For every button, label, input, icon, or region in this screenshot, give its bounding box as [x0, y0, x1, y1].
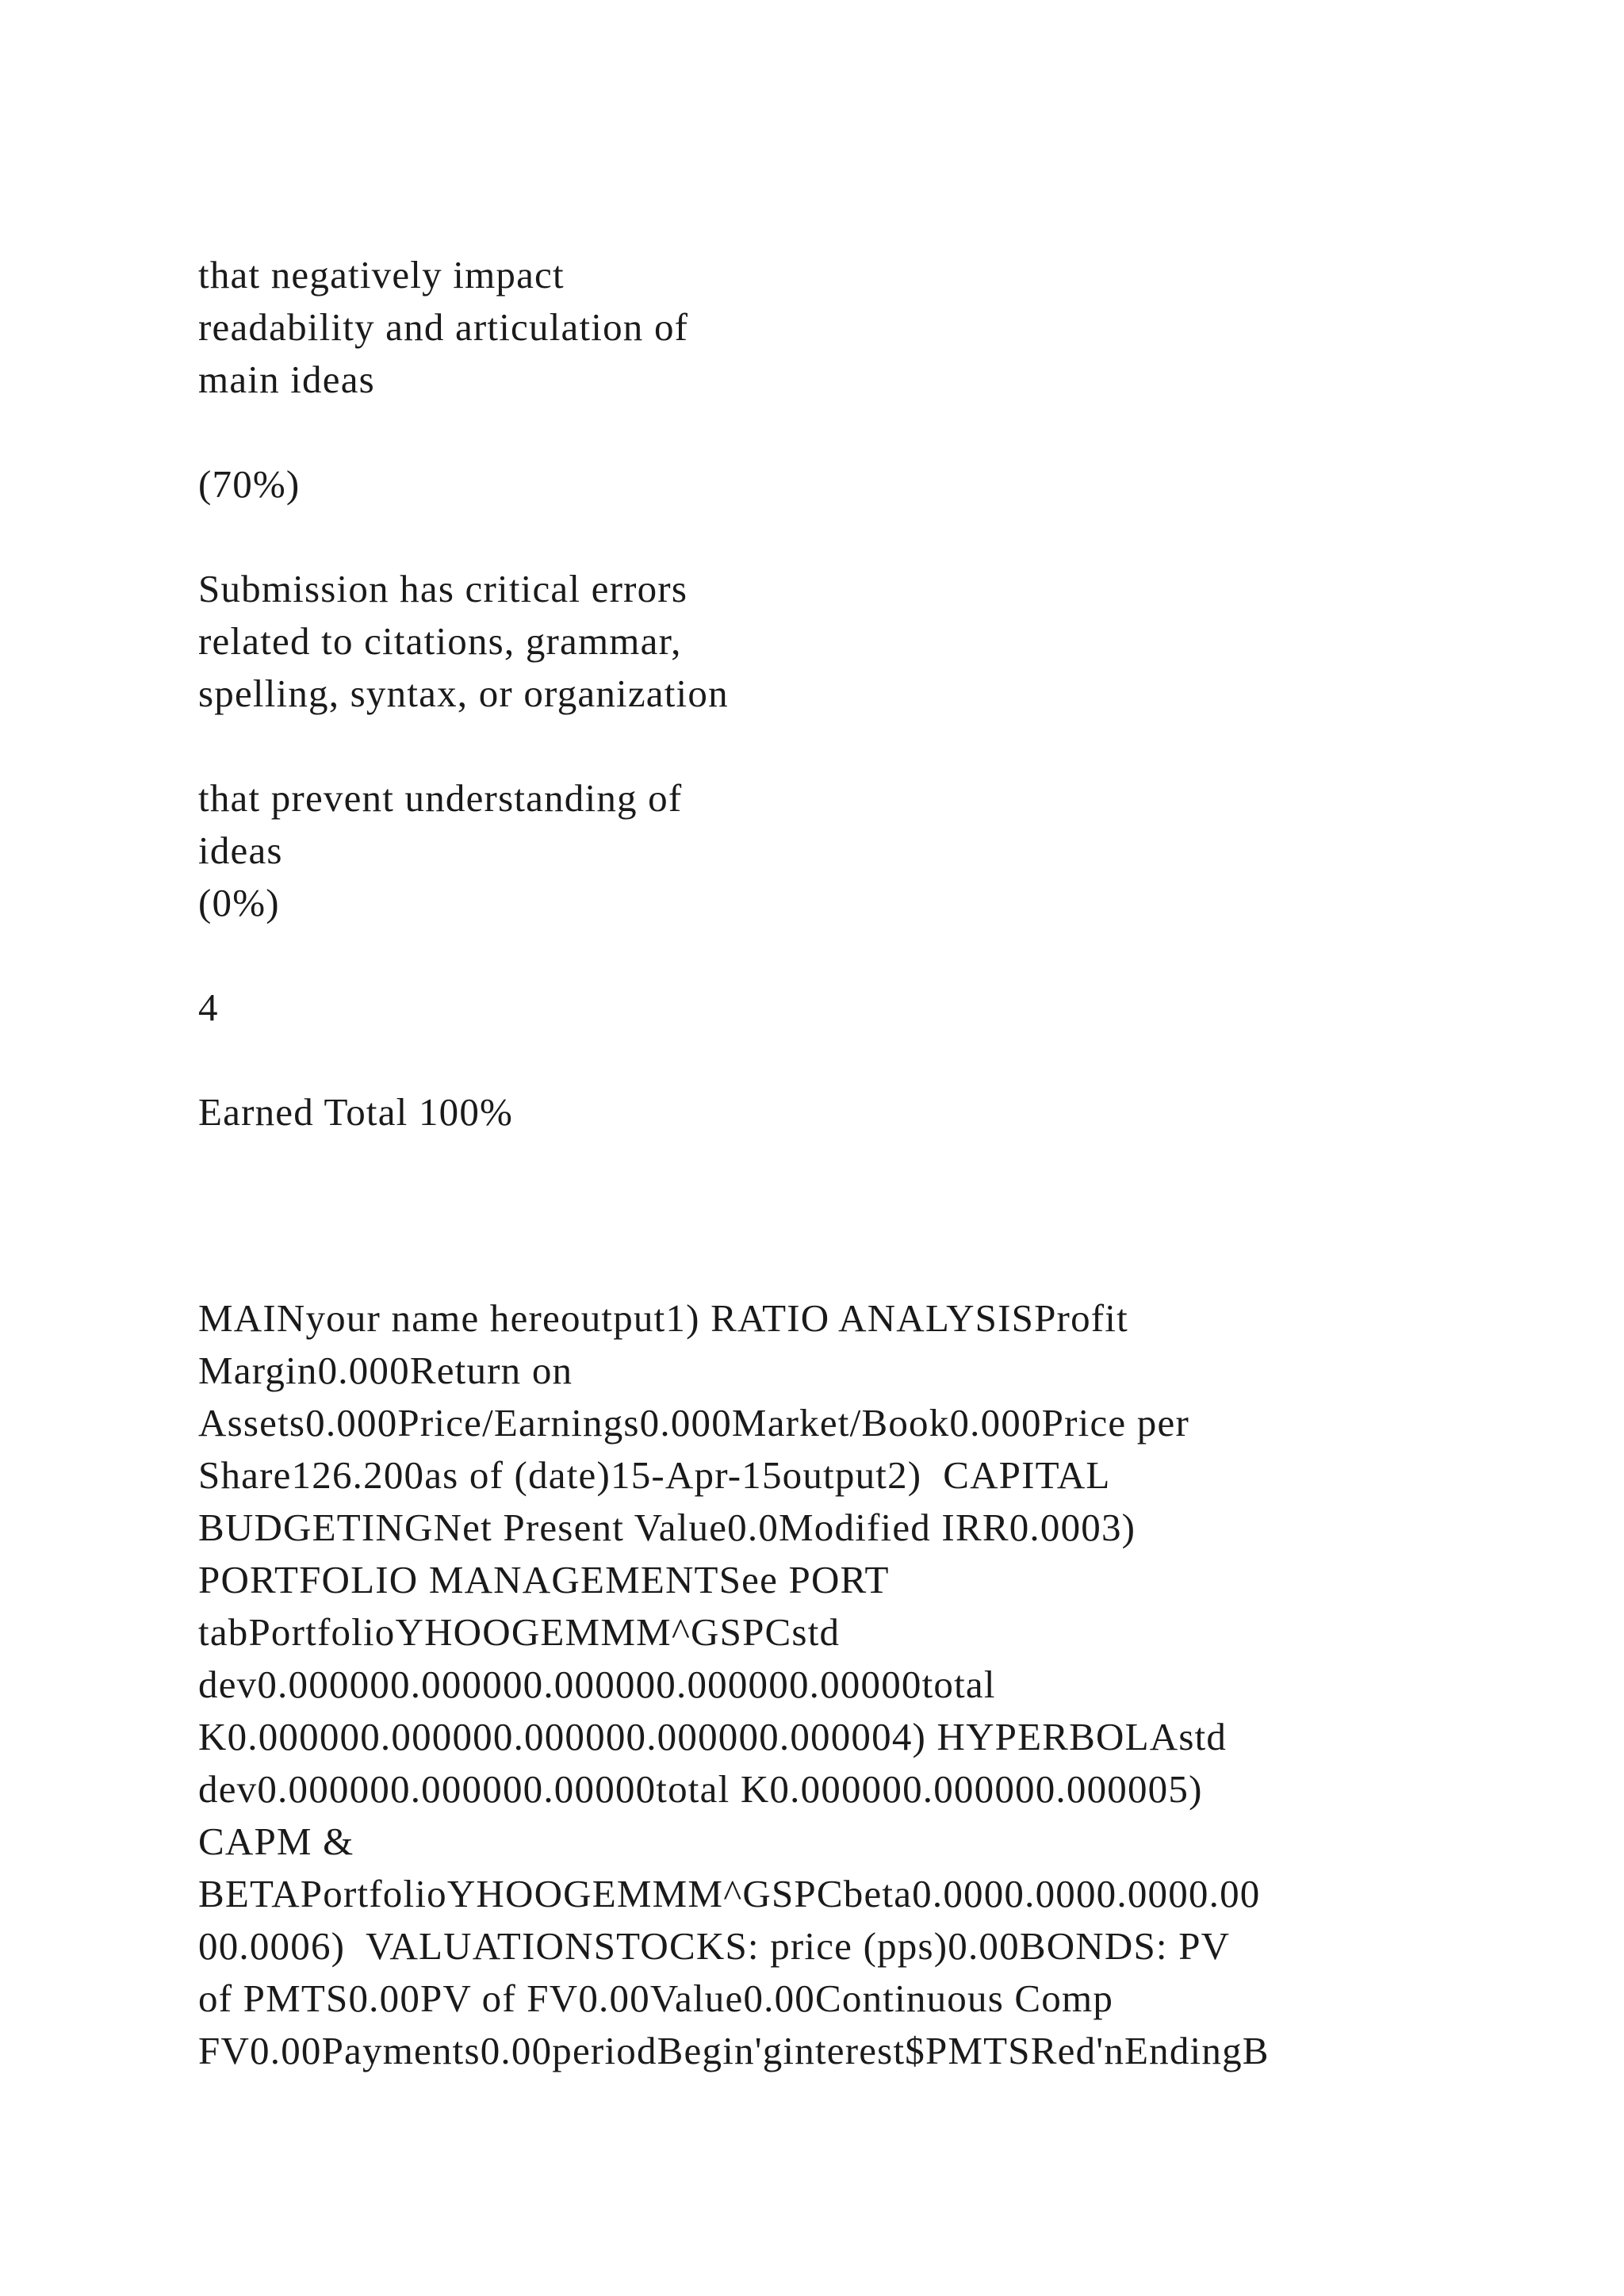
text-line: K0.000000.000000.000000.000000.000004) HYPERBOLAstd [198, 1715, 1228, 1758]
text-line: (70%) [198, 462, 301, 506]
text-line: readability and articulation of [198, 305, 689, 349]
text-line: (0%) [198, 881, 280, 924]
text-line: dev0.000000.000000.00000total K0.000000.000000.000005) [198, 1767, 1203, 1811]
text-line: Submission has critical errors [198, 567, 688, 610]
text-line: Earned Total 100% [198, 1090, 514, 1134]
text-line: PORTFOLIO MANAGEMENTSee PORT [198, 1558, 890, 1601]
text-line: BETAPortfolioYHOOGEMMM^GSPCbeta0.0000.0000.0000.00 [198, 1872, 1261, 1915]
text-line: ideas [198, 828, 283, 872]
text-line: related to citations, grammar, [198, 619, 682, 663]
text-line: main ideas [198, 358, 375, 401]
text-line: Assets0.000Price/Earnings0.000Market/Book0.000Price per [198, 1401, 1189, 1445]
text-line: that prevent understanding of [198, 776, 683, 820]
text-line: Share126.200as of (date)15-Apr-15output2) CAPITAL [198, 1453, 1111, 1497]
text-line: MAINyour name hereoutput1) RATIO ANALYSISProfit [198, 1296, 1128, 1340]
text-line: spelling, syntax, or organization [198, 672, 729, 715]
text-line: that negatively impact [198, 253, 565, 297]
text-line: Margin0.000Return on [198, 1349, 573, 1392]
text-line: FV0.00Payments0.00periodBegin'ginterest$PMTSRed'nEndingB [198, 2029, 1270, 2072]
text-line: of PMTS0.00PV of FV0.00Value0.00Continuous Comp [198, 1976, 1114, 2020]
text-line: 00.0006) VALUATIONSTOCKS: price (pps)0.00BONDS: PV [198, 1924, 1231, 1968]
text-line: 4 [198, 985, 219, 1029]
text-line: CAPM & [198, 1820, 354, 1863]
text-line: BUDGETINGNet Present Value0.0Modified IRR0.0003) [198, 1506, 1136, 1549]
text-line: dev0.000000.000000.000000.000000.00000total [198, 1663, 996, 1706]
text-line: tabPortfolioYHOOGEMMM^GSPCstd [198, 1610, 841, 1654]
